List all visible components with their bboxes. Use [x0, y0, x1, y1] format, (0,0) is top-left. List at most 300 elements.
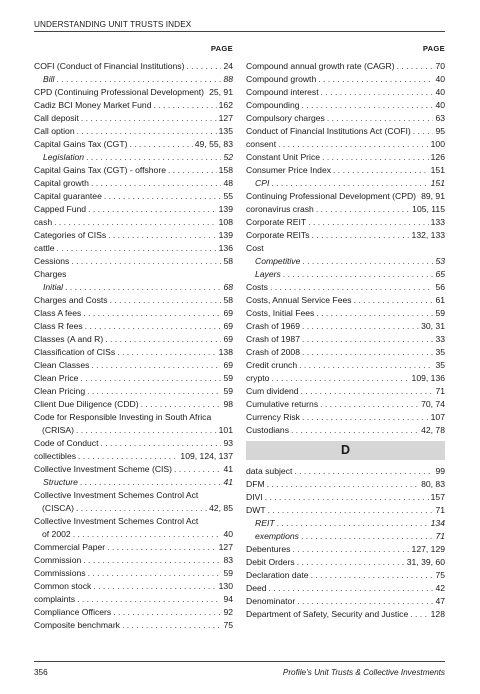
index-entry: [34, 85, 233, 98]
dot-leader: [129, 138, 192, 150]
index-term: Collective Investment Scheme (CIS): [34, 464, 173, 474]
index-entry: [246, 163, 445, 176]
index-entry: [34, 267, 233, 280]
index-page-ref: 109, 124, 137: [180, 451, 233, 461]
index-page-ref: 136: [218, 243, 233, 253]
dot-leader: [294, 465, 433, 477]
index-entry: [34, 319, 233, 332]
index-entry: [246, 607, 445, 620]
dot-leader: [302, 99, 434, 111]
index-entry: [34, 423, 233, 436]
index-term: Capital growth: [34, 178, 89, 188]
dot-leader: [83, 307, 221, 319]
index-entry: [34, 332, 233, 345]
index-page-ref: 135: [218, 126, 233, 136]
index-term: Compulsory charges: [246, 113, 325, 123]
index-entry: [34, 566, 233, 579]
index-term: COFI (Conduct of Financial Institutions): [34, 61, 185, 71]
dot-leader: [271, 372, 409, 384]
index-term: Collective Investment Schemes Control Act: [34, 490, 199, 500]
index-page-ref: 48: [223, 178, 233, 188]
dot-leader: [54, 216, 217, 228]
index-term: Classes (A and R): [34, 334, 104, 344]
index-page-ref: 49, 55, 83: [194, 139, 233, 149]
index-entry: [246, 371, 445, 384]
dot-leader: [57, 242, 217, 254]
index-term: Deed: [246, 583, 267, 593]
index-entry: [246, 72, 445, 85]
index-term: coronavirus crash: [246, 204, 314, 214]
index-entry: [246, 111, 445, 124]
index-term: Compounding: [246, 100, 300, 110]
index-entry: [34, 293, 233, 306]
index-term: Capped Fund: [34, 204, 87, 214]
index-term: Code for Responsible Investing in South Africa: [34, 412, 212, 422]
index-entry: [246, 137, 445, 150]
index-entry: [246, 490, 445, 503]
index-page-ref: 89, 91: [421, 191, 445, 201]
index-page-ref: 40: [435, 74, 445, 84]
dot-leader: [302, 333, 433, 345]
index-page-ref: 42, 78: [421, 425, 445, 435]
index-term: Custodians: [246, 425, 289, 435]
index-entry: [34, 462, 233, 475]
index-page-ref: 151: [430, 178, 445, 188]
index-entry: [34, 98, 233, 111]
index-term: Denominator: [246, 596, 296, 606]
index-term: REIT: [255, 518, 275, 528]
index-term: Competitive: [255, 256, 301, 266]
index-page-ref: 128: [430, 609, 445, 619]
index-page-ref: 35: [435, 360, 445, 370]
dot-leader: [117, 346, 216, 358]
dot-leader: [77, 593, 221, 605]
index-entry: [246, 358, 445, 371]
dot-leader: [316, 307, 433, 319]
index-page-ref: 134: [430, 518, 445, 528]
index-entry: [34, 540, 233, 553]
dot-leader: [297, 556, 405, 568]
index-page-ref: 58: [223, 295, 233, 305]
index-entry: [246, 529, 445, 542]
index-page-ref: 133: [430, 217, 445, 227]
index-column-left: [34, 42, 233, 631]
index-page-ref: 127: [218, 113, 233, 123]
index-page-ref: 25, 91: [209, 87, 233, 97]
index-page-ref: 138: [218, 347, 233, 357]
index-entry: [34, 176, 233, 189]
dot-leader: [154, 99, 217, 111]
dot-leader: [283, 268, 434, 280]
index-page-ref: 41: [223, 464, 233, 474]
index-term: complaints: [34, 594, 76, 604]
index-term: cash: [34, 217, 53, 227]
index-term: Continuing Professional Development (CPD): [246, 191, 417, 201]
index-term: Credit crunch: [246, 360, 298, 370]
index-term: Legislation: [43, 152, 85, 162]
index-entry: [246, 124, 445, 137]
index-term: Code of Conduct: [34, 438, 99, 448]
index-term: Crash of 1969: [246, 321, 300, 331]
index-term: Costs: [246, 282, 268, 292]
index-entry: [34, 449, 233, 462]
dot-leader: [91, 177, 222, 189]
index-entry: [246, 280, 445, 293]
index-page-ref: 151: [430, 165, 445, 175]
index-entry: [246, 98, 445, 111]
dot-leader: [110, 294, 222, 306]
dot-leader: [278, 138, 429, 150]
index-page-ref: 40: [435, 87, 445, 97]
index-page-ref: 71: [435, 531, 445, 541]
dot-leader: [174, 463, 221, 475]
dot-leader: [81, 112, 217, 124]
dot-leader: [302, 255, 433, 267]
index-term: DIVI: [246, 492, 263, 502]
index-page-ref: 52: [223, 152, 233, 162]
index-page-ref: 68: [223, 282, 233, 292]
index-entry: [34, 592, 233, 605]
index-term: Commission: [34, 555, 82, 565]
index-entry: [34, 501, 233, 514]
index-term: Cessions: [34, 256, 70, 266]
index-term: (CRISA): [42, 425, 74, 435]
index-entry: [34, 475, 233, 488]
index-entry: [246, 581, 445, 594]
index-page-ref: 80, 83: [421, 479, 445, 489]
index-term: Common stock: [34, 581, 92, 591]
index-entry: [246, 332, 445, 345]
index-entry: [246, 568, 445, 581]
index-entry: [246, 85, 445, 98]
dot-leader: [56, 73, 221, 85]
index-page-ref: 126: [430, 152, 445, 162]
index-entry: [34, 189, 233, 202]
index-page-ref: 162: [218, 100, 233, 110]
index-entry: [34, 215, 233, 228]
index-term: Call option: [34, 126, 75, 136]
index-entry: [246, 215, 445, 228]
index-term: Collective Investment Schemes Control Act: [34, 516, 199, 526]
index-list-right: [246, 59, 445, 436]
index-term: Cumulative returns: [246, 399, 319, 409]
index-page-ref: 158: [218, 165, 233, 175]
index-term: Constant Unit Price: [246, 152, 321, 162]
index-page-ref: 70: [435, 61, 445, 71]
index-entry: [34, 111, 233, 124]
dot-leader: [277, 517, 429, 529]
index-entry: [34, 436, 233, 449]
index-page-ref: 40: [435, 100, 445, 110]
dot-leader: [312, 229, 410, 241]
index-entry: [34, 254, 233, 267]
index-term: Client Due Diligence (CDD): [34, 399, 139, 409]
index-page-ref: 65: [435, 269, 445, 279]
index-term: Compound annual growth rate (CAGR): [246, 61, 395, 71]
index-entry: [246, 241, 445, 254]
dot-leader: [88, 203, 217, 215]
index-page-ref: 139: [218, 230, 233, 240]
index-term: Categories of CISs: [34, 230, 107, 240]
index-entry: [246, 384, 445, 397]
index-entry: [34, 345, 233, 358]
dot-leader: [80, 372, 221, 384]
index-page-ref: 127, 129: [411, 544, 445, 554]
dot-leader: [71, 255, 221, 267]
index-page-ref: 55: [223, 191, 233, 201]
index-term: Commercial Paper: [34, 542, 106, 552]
dot-leader: [301, 530, 433, 542]
index-term: Costs, Initial Fees: [246, 308, 315, 318]
index-term: CPD (Continuing Professional Development): [34, 87, 205, 97]
dot-leader: [80, 476, 222, 488]
index-term: Commissions: [34, 568, 86, 578]
index-entry: [246, 516, 445, 529]
index-term: of 2002: [42, 529, 71, 539]
index-term: Classification of CISs: [34, 347, 116, 357]
index-entry: [246, 293, 445, 306]
index-entry: [246, 555, 445, 568]
index-page-ref: 98: [223, 399, 233, 409]
dot-leader: [93, 580, 216, 592]
dot-leader: [299, 359, 433, 371]
index-term: consent: [246, 139, 277, 149]
index-term: Compound growth: [246, 74, 317, 84]
index-page-ref: 35: [435, 347, 445, 357]
index-entry: [246, 228, 445, 241]
index-page-ref: 71: [435, 386, 445, 396]
dot-leader: [101, 437, 222, 449]
dot-leader: [141, 398, 222, 410]
index-page-ref: 59: [223, 568, 233, 578]
dot-leader: [271, 177, 428, 189]
index-term: Corporate REIT: [246, 217, 307, 227]
index-entry: [34, 618, 233, 631]
index-page-ref: 69: [223, 308, 233, 318]
dot-leader: [168, 164, 217, 176]
index-page-ref: 31, 39, 60: [406, 557, 445, 567]
index-term: Clean Pricing: [34, 386, 86, 396]
index-term: Charges and Costs: [34, 295, 108, 305]
index-entry: [246, 306, 445, 319]
index-page-ref: 59: [223, 373, 233, 383]
index-term: Declaration date: [246, 570, 309, 580]
index-page-ref: 42: [435, 583, 445, 593]
dot-leader: [83, 554, 221, 566]
index-page-ref: 93: [223, 438, 233, 448]
index-page-ref: 58: [223, 256, 233, 266]
dot-leader: [122, 619, 221, 631]
index-page-ref: 75: [435, 570, 445, 580]
index-term: Debit Orders: [246, 557, 295, 567]
index-entry: [34, 397, 233, 410]
dot-leader: [65, 281, 221, 293]
index-term: Debentures: [246, 544, 291, 554]
index-entry: [34, 163, 233, 176]
publication-title: Profile’s Unit Trusts & Collective Investments: [282, 668, 445, 677]
index-entry: [34, 137, 233, 150]
dot-leader: [318, 73, 433, 85]
dot-leader: [77, 125, 217, 137]
index-term: Composite benchmark: [34, 620, 120, 630]
dot-leader: [302, 320, 419, 332]
index-entry: [246, 423, 445, 436]
index-page-ref: 47: [435, 596, 445, 606]
dot-leader: [327, 112, 434, 124]
dot-leader: [76, 502, 207, 514]
index-entry: [34, 488, 233, 501]
dot-leader: [87, 385, 221, 397]
index-term: Capital Gains Tax (CGT): [34, 139, 128, 149]
index-page-ref: 33: [435, 334, 445, 344]
index-page-ref: 132, 133: [411, 230, 445, 240]
index-entry: [246, 410, 445, 423]
index-entry: [34, 410, 233, 423]
dot-leader: [302, 346, 433, 358]
index-page-ref: 40: [223, 529, 233, 539]
dot-leader: [311, 569, 434, 581]
index-term: Consumer Price Index: [246, 165, 332, 175]
index-entry: [246, 345, 445, 358]
index-page-ref: 53: [435, 256, 445, 266]
index-page-ref: 30, 31: [421, 321, 445, 331]
dot-leader: [308, 216, 428, 228]
index-term: Department of Safety, Security and Justice: [246, 609, 409, 619]
index-entry: [246, 464, 445, 477]
index-term: Layers: [255, 269, 281, 279]
index-page-ref: 24: [223, 61, 233, 71]
index-entry: [34, 228, 233, 241]
dot-leader: [91, 359, 221, 371]
section-letter-heading: D: [246, 441, 445, 460]
index-term: data subject: [246, 466, 293, 476]
index-term: Capital Gains Tax (CGT) - offshore: [34, 165, 166, 175]
index-term: Cadiz BCI Money Market Fund: [34, 100, 152, 110]
index-page-ref: 100: [430, 139, 445, 149]
dot-leader: [85, 320, 222, 332]
index-page-ref: 42, 85: [209, 503, 233, 513]
index-entry: [34, 280, 233, 293]
index-page-ref: 61: [435, 295, 445, 305]
index-entry: [34, 384, 233, 397]
index-page-ref: 69: [223, 334, 233, 344]
index-term: Clean Price: [34, 373, 79, 383]
page-column-label: PAGE: [210, 44, 233, 53]
dot-leader: [105, 333, 221, 345]
index-entry: [246, 397, 445, 410]
index-page-ref: 130: [218, 581, 233, 591]
index-entry: [246, 176, 445, 189]
dot-leader: [410, 608, 428, 620]
index-page-ref: 59: [435, 308, 445, 318]
dot-leader: [292, 543, 409, 555]
index-entry: [34, 59, 233, 72]
dot-leader: [320, 398, 419, 410]
index-entry: [246, 189, 445, 202]
index-entry: [34, 553, 233, 566]
dot-leader: [265, 491, 429, 503]
index-term: Corporate REITs: [246, 230, 310, 240]
index-term: Crash of 1987: [246, 334, 300, 344]
index-term: crypto: [246, 373, 270, 383]
index-entry: [246, 59, 445, 72]
index-entry: [246, 150, 445, 163]
header-rule: [34, 31, 445, 32]
dot-leader: [302, 411, 429, 423]
index-term: Cum dividend: [246, 386, 299, 396]
index-term: CPI: [255, 178, 270, 188]
index-entry: [34, 241, 233, 254]
running-header: UNDERSTANDING UNIT TRUSTS INDEX: [34, 20, 192, 29]
index-entry: [34, 150, 233, 163]
index-entry: [34, 605, 233, 618]
index-term: Class A fees: [34, 308, 82, 318]
index-term: Call deposit: [34, 113, 79, 123]
index-entry: [34, 124, 233, 137]
dot-leader: [267, 478, 419, 490]
index-list-d: [246, 464, 445, 620]
index-entry: [246, 267, 445, 280]
dot-leader: [76, 424, 217, 436]
index-entry: [246, 319, 445, 332]
index-term: Costs, Annual Service Fees: [246, 295, 352, 305]
index-term: Bill: [43, 74, 55, 84]
index-entry: [34, 527, 233, 540]
index-term: exemptions: [255, 531, 299, 541]
index-entry: [34, 514, 233, 527]
index-term: Structure: [43, 477, 78, 487]
index-page-ref: 69: [223, 360, 233, 370]
index-page-ref: 56: [435, 282, 445, 292]
index-entry: [34, 72, 233, 85]
index-page-ref: 139: [218, 204, 233, 214]
dot-leader: [291, 424, 419, 436]
index-page-ref: 88: [223, 74, 233, 84]
dot-leader: [297, 595, 433, 607]
index-page-ref: 92: [223, 607, 233, 617]
page-number: 356: [34, 668, 48, 677]
index-term: collectibles: [34, 451, 77, 461]
index-entry: [34, 306, 233, 319]
index-term: Compliance Officers: [34, 607, 112, 617]
dot-leader: [413, 125, 434, 137]
index-page-ref: 59: [223, 386, 233, 396]
index-term: Capital guarantee: [34, 191, 102, 201]
dot-leader: [86, 151, 221, 163]
dot-leader: [78, 450, 178, 462]
index-term: Compound interest: [246, 87, 319, 97]
index-term: Cost: [246, 243, 264, 253]
index-entry: [246, 542, 445, 555]
index-entry: [34, 579, 233, 592]
dot-leader: [301, 385, 434, 397]
dot-leader: [73, 528, 222, 540]
dot-leader: [321, 86, 434, 98]
page-column-label: PAGE: [422, 44, 445, 53]
index-page-ref: 108: [218, 217, 233, 227]
dot-leader: [186, 60, 221, 72]
index-page-ref: 70, 74: [421, 399, 445, 409]
index-page-ref: 105, 115: [412, 204, 445, 214]
index-term: Class R fees: [34, 321, 83, 331]
index-term: Conduct of Financial Institutions Act (COFI): [246, 126, 411, 136]
index-page-ref: 127: [218, 542, 233, 552]
index-entry: [246, 202, 445, 215]
index-term: Crash of 2008: [246, 347, 300, 357]
index-term: Currency Risk: [246, 412, 300, 422]
index-term: Charges: [34, 269, 67, 279]
index-term: DWT: [246, 505, 266, 515]
